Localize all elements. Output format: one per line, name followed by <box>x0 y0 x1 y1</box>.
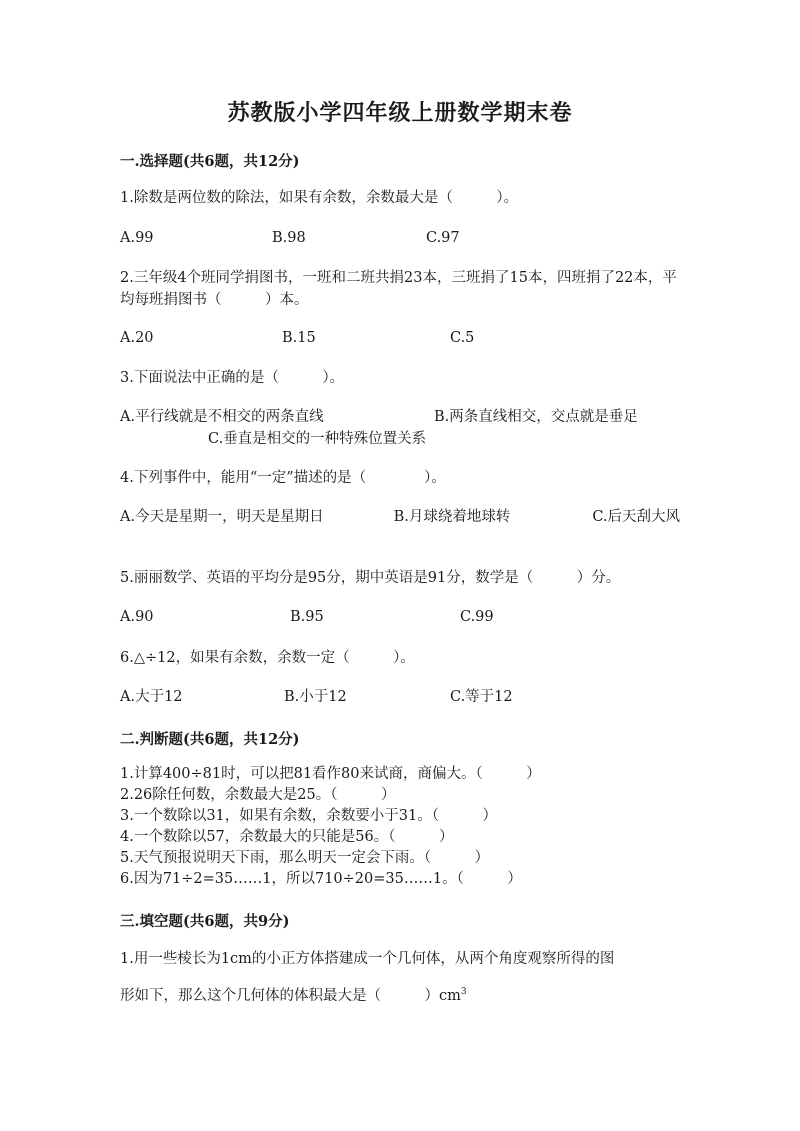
option-c: C.后天刮大风 <box>592 509 681 525</box>
choice-question-4: 4.下列事件中，能用“一定”描述的是（ ）。 <box>120 470 446 486</box>
option-c: C.5 <box>450 330 475 346</box>
choice-options-1 <box>120 227 685 249</box>
option-a: A.90 <box>120 609 154 625</box>
choice-question-6: 6.△÷12，如果有余数，余数一定（ ）。 <box>120 650 415 666</box>
option-a: A.大于12 <box>120 689 183 705</box>
cubic-superscript: 3 <box>460 987 467 998</box>
option-c: C.垂直是相交的一种特殊位置关系 <box>208 431 427 447</box>
option-b: B.98 <box>272 230 306 246</box>
option-b: B.小于12 <box>284 689 347 705</box>
section-heading-fill: 三.填空题(共6题，共9分) <box>120 913 290 930</box>
option-a: A.20 <box>120 330 154 346</box>
choice-options-5 <box>120 606 685 628</box>
option-b: B.两条直线相交，交点就是垂足 <box>434 409 638 425</box>
choice-question-2: 2.三年级4个班同学捐图书，一班和二班共捐23本，三班捐了15本，四班捐了22本，平均每班捐图书（ ）本。 <box>120 270 677 308</box>
judge-item-6: 6.因为71÷2=35……1，所以710÷20=35……1。（ ） <box>120 871 522 887</box>
page-title: 苏教版小学四年级上册数学期末卷 <box>227 100 573 126</box>
section-heading-judge: 二.判断题(共6题，共12分) <box>120 731 300 748</box>
choice-options-3 <box>120 406 685 450</box>
option-c: C.等于12 <box>450 689 513 705</box>
judge-item-2: 2.26除任何数，余数最大是25。（ ） <box>120 787 396 803</box>
option-b: B.15 <box>282 330 316 346</box>
section-heading-choice: 一.选择题(共6题，共12分) <box>120 153 300 170</box>
option-b: B.月球绕着地球转 <box>393 509 511 525</box>
fill-question-1-line-2 <box>120 986 467 1007</box>
choice-question-1: 1.除数是两位数的除法，如果有余数，余数最大是（ ）。 <box>120 190 519 206</box>
fill-question-1-line-1: 1.用一些棱长为1cm的小正方体搭建成一个几何体，从两个角度观察所得的图 <box>120 951 615 967</box>
option-a: A.平行线就是不相交的两条直线 <box>120 409 324 425</box>
judge-item-3: 3.一个数除以31，如果有余数，余数要小于31。（ ） <box>120 808 497 824</box>
option-a: A.今天是星期一，明天是星期日 <box>120 509 324 525</box>
choice-question-3: 3.下面说法中正确的是（ ）。 <box>120 370 345 386</box>
choice-options-2 <box>120 327 685 349</box>
option-c: C.99 <box>460 609 494 625</box>
fill-question-1-text: 形如下，那么这个几何体的体积最大是（ ）cm <box>120 988 461 1004</box>
judge-item-5: 5.天气预报说明天下雨，那么明天一定会下雨。（ ） <box>120 850 490 866</box>
judge-item-1: 1.计算400÷81时，可以把81看作80来试商，商偏大。（ ） <box>120 766 541 782</box>
judge-item-4: 4.一个数除以57，余数最大的只能是56。（ ） <box>120 829 454 845</box>
choice-options-4 <box>120 506 685 528</box>
choice-question-5: 5.丽丽数学、英语的平均分是95分，期中英语是91分，数学是（ ）分。 <box>120 570 621 586</box>
choice-options-6 <box>120 686 685 708</box>
option-a: A.99 <box>120 230 154 246</box>
option-c: C.97 <box>426 230 460 246</box>
option-b: B.95 <box>290 609 324 625</box>
